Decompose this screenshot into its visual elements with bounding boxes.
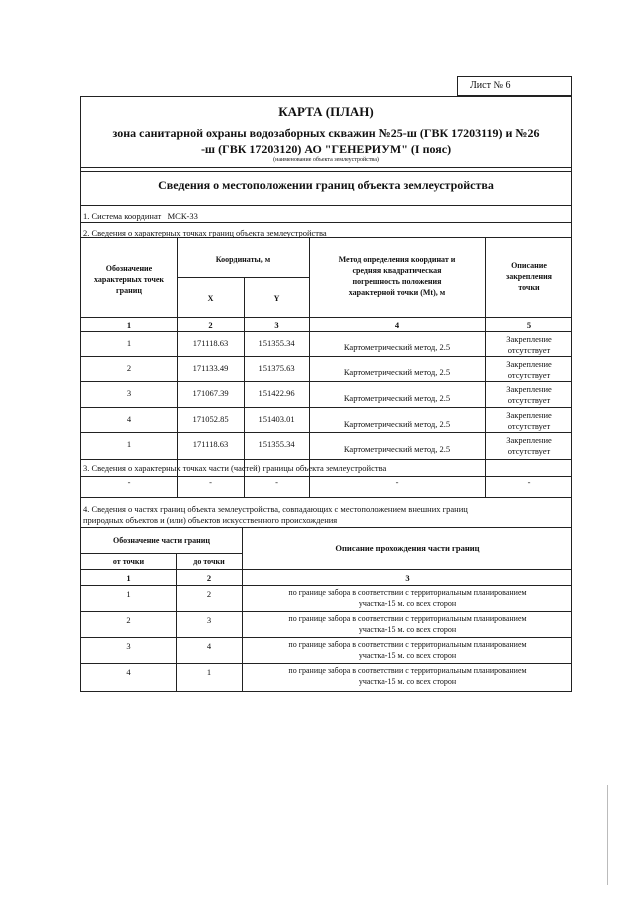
boundary-text: участка-15 м. со всех сторон: [358, 625, 457, 634]
boundary-description: [242, 587, 573, 609]
coord-y: 151422.96: [258, 388, 295, 398]
table2-num: 2: [206, 573, 212, 583]
table2-row-line: [81, 611, 571, 612]
table1-num: 3: [274, 320, 279, 330]
table1-head-method: [309, 254, 485, 298]
table2-row-line: [81, 569, 571, 570]
dash-col-line: [244, 476, 245, 490]
head-text: Метод определения координат и: [338, 255, 456, 264]
from-point: 1: [126, 589, 131, 599]
boundary-text: по границе забора в соответствии с территориальным планированием: [288, 614, 527, 623]
table1-head-x: X: [207, 294, 214, 303]
table2-num: 3: [405, 573, 410, 583]
fixation-text: Закрепление: [506, 334, 552, 344]
fixation-text: отсутствует: [507, 421, 551, 431]
table1-num: 4: [394, 320, 400, 330]
boundary-text: участка-15 м. со всех сторон: [358, 599, 457, 608]
boundary-text: по границе забора в соответствии с территориальным планированием: [288, 640, 527, 649]
section-3-dash: -: [127, 477, 131, 487]
method: Картометрический метод, 2.5: [343, 342, 451, 352]
to-point: 2: [206, 589, 212, 599]
fixation: [485, 334, 573, 356]
table2-row-line: [81, 691, 571, 692]
from-point: 2: [126, 615, 131, 625]
section-2-label: 2. Сведения о характерных точках границ объекта землеустройства: [83, 228, 327, 238]
section-title: Сведения о местоположении границ объекта землеустройства: [158, 178, 494, 192]
fixation-text: Закрепление: [506, 435, 552, 445]
fixation-text: отсутствует: [507, 446, 551, 456]
head-text: Описание: [511, 261, 547, 270]
table1-row-line: [81, 432, 571, 433]
fixation: [485, 384, 573, 406]
fixation-text: отсутствует: [507, 370, 551, 380]
section-4-line-2: природных объектов и (или) объектов искусственного происхождения: [83, 515, 338, 525]
boundary-text: по границе забора в соответствии с территориальным планированием: [288, 666, 527, 675]
head-text: Обозначение: [105, 264, 153, 273]
to-point: 4: [206, 641, 212, 651]
fixation-text: Закрепление: [506, 384, 552, 394]
table1-row-line: [177, 277, 309, 278]
table1-row-line: [81, 356, 571, 357]
section-3-dash: -: [395, 477, 399, 487]
head-text: погрешность положения: [352, 277, 442, 286]
table1-head-y: Y: [273, 294, 280, 303]
table1-num: 2: [208, 320, 213, 330]
point-id: 1: [126, 338, 132, 348]
section-3-dash: -: [527, 477, 531, 487]
coord-system-label: 1. Система координат: [83, 211, 162, 221]
document-title: КАРТА (ПЛАН): [278, 104, 374, 119]
divider: [81, 205, 571, 206]
table2-row-line: [81, 663, 571, 664]
table2-row-line: [81, 637, 571, 638]
boundary-text: участка-15 м. со всех сторон: [358, 677, 457, 686]
method: Картометрический метод, 2.5: [343, 393, 451, 403]
coord-x: 171052.85: [192, 414, 229, 424]
table1-row-line: [81, 459, 571, 460]
method: Картометрический метод, 2.5: [343, 367, 451, 377]
boundary-description: [242, 639, 573, 661]
head-text: характерной точки (Mt), м: [348, 288, 446, 297]
document-frame: [80, 96, 572, 498]
divider: [81, 222, 571, 223]
object-name-line-2: -ш (ГВК 17203120) АО "ГЕНЕРИУМ" (I пояс): [200, 142, 452, 156]
from-point: 4: [126, 667, 131, 677]
table1-head-coords: Координаты, м: [215, 255, 271, 264]
table1-head-desc: [485, 260, 573, 293]
section-4-line-1: 4. Сведения о частях границ объекта землеустройства, совпадающих с местоположением внешних границ: [83, 504, 468, 514]
fixation-text: отсутствует: [507, 395, 551, 405]
table1-row-line: [81, 381, 571, 382]
divider: [81, 167, 571, 168]
table2-head-description: Описание прохождения части границ: [335, 543, 480, 553]
dash-col-line: [309, 476, 310, 490]
section-3-dash: -: [275, 477, 278, 487]
table2-head-from: от точки: [112, 557, 145, 566]
point-id: 1: [126, 439, 132, 449]
fixation: [485, 359, 573, 381]
section-3-dash: -: [209, 477, 212, 487]
boundary-description: [242, 613, 573, 635]
from-point: 3: [126, 641, 131, 651]
point-id: 4: [126, 414, 132, 424]
coord-y: 151355.34: [258, 439, 295, 449]
coord-system-row: [83, 211, 198, 221]
sheet-number-box: [457, 76, 572, 96]
coord-x: 171133.49: [192, 363, 229, 373]
table2-head-to: до точки: [193, 557, 225, 566]
method: Картометрический метод, 2.5: [343, 444, 451, 454]
head-text: закрепления: [505, 272, 553, 281]
boundary-description: [242, 665, 573, 687]
coord-x: 171118.63: [192, 338, 229, 348]
to-point: 1: [206, 667, 212, 677]
scan-artifact-line: [607, 785, 608, 885]
table1-row-line: [81, 331, 571, 332]
dash-col-line: [177, 476, 178, 490]
method: Картометрический метод, 2.5: [343, 419, 451, 429]
head-text: характерных точек: [93, 275, 165, 284]
fixation-text: Закрепление: [506, 359, 552, 369]
coord-x: 171067.39: [192, 388, 229, 398]
divider: [81, 237, 571, 238]
table1-row-line: [81, 317, 571, 318]
table1-num: 5: [526, 320, 532, 330]
coord-y: 151403.01: [258, 414, 295, 424]
object-name-caption: (наименование объекта землеустройства): [273, 157, 379, 163]
table2-row-line: [81, 553, 242, 554]
sheet-number: Лист № 6: [470, 80, 511, 91]
table2-row-line: [81, 585, 571, 586]
coord-system-value: МСК-33: [167, 211, 198, 221]
section-3-label: 3. Сведения о характерных точках части (частей) границы объекта землеустройства: [83, 463, 387, 473]
table2-num: 1: [126, 573, 131, 583]
table2-head-designation: Обозначение части границ: [113, 536, 210, 545]
table1-num: 1: [126, 320, 132, 330]
boundary-text: по границе забора в соответствии с территориальным планированием: [288, 588, 527, 597]
fixation: [485, 410, 573, 432]
fixation: [485, 435, 573, 457]
head-text: точки: [518, 283, 540, 292]
head-text: границ: [116, 286, 142, 295]
table1-row-line: [81, 407, 571, 408]
fixation-text: Закрепление: [506, 410, 552, 420]
object-name-line-1: зона санитарной охраны водозаборных скважин №25-ш (ГВК 17203119) и №26: [112, 126, 540, 140]
table1-head-point: [81, 263, 177, 296]
dash-col-line: [485, 476, 486, 490]
coord-y: 151355.34: [258, 338, 295, 348]
fixation-text: отсутствует: [507, 345, 551, 355]
point-id: 2: [126, 363, 132, 373]
section-4-frame: [80, 498, 572, 692]
head-text: средняя квадратическая: [352, 266, 442, 275]
divider: [81, 527, 571, 528]
to-point: 3: [206, 615, 212, 625]
divider: [81, 171, 571, 172]
coord-x: 171118.63: [192, 439, 229, 449]
point-id: 3: [126, 388, 132, 398]
coord-y: 151375.63: [258, 363, 295, 373]
boundary-text: участка-15 м. со всех сторон: [358, 651, 457, 660]
